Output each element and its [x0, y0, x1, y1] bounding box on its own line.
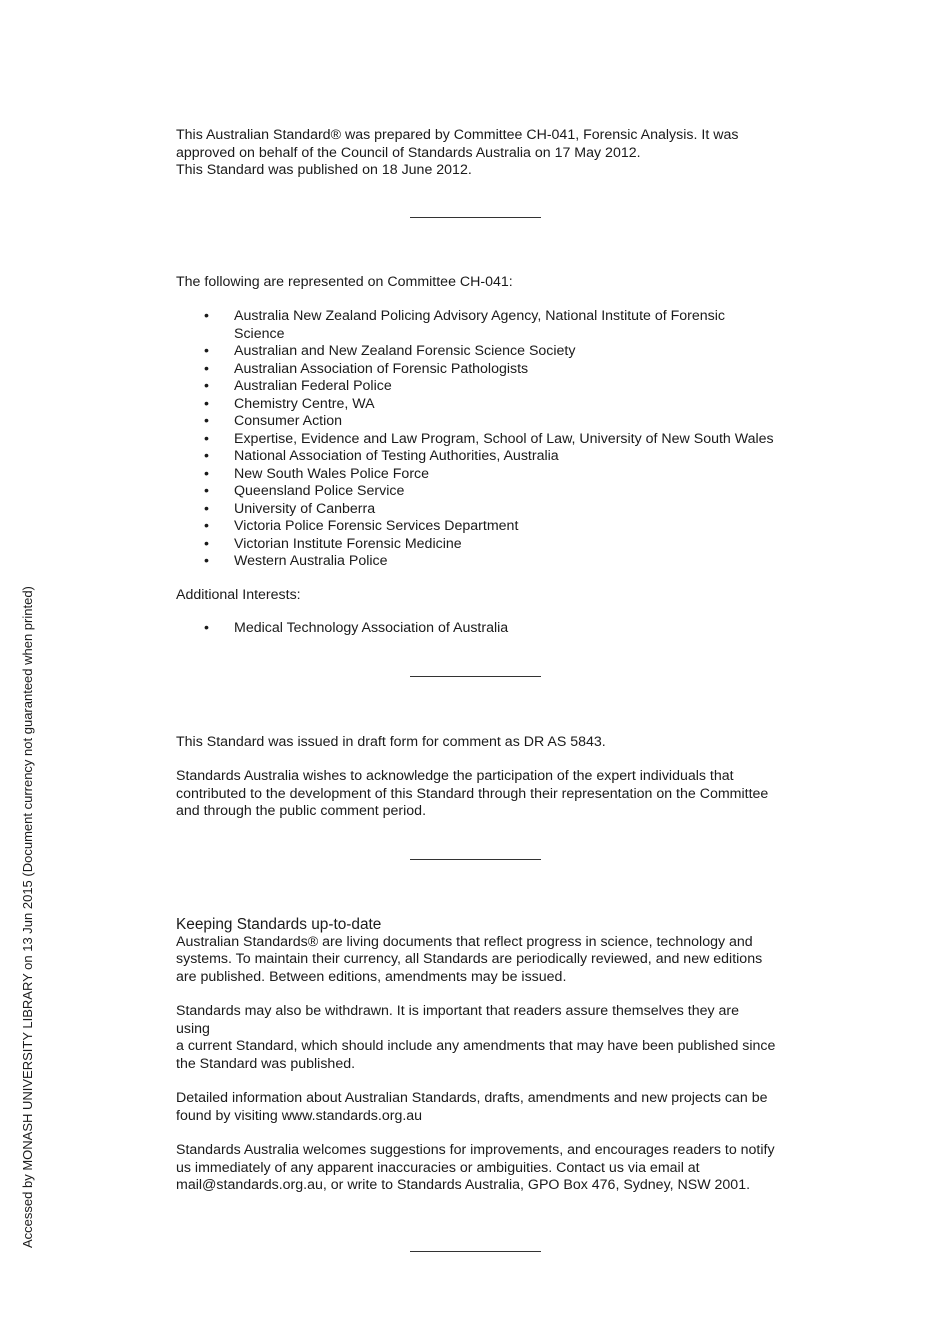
paragraph-line [176, 1177, 776, 1195]
list-item: • Consumer Action [176, 413, 776, 431]
paragraph-text: , or write to Standards Australia, GPO Box 476, Sydney, NSW 2001. [322, 1177, 751, 1193]
acknowledgement-paragraph [176, 768, 776, 821]
paragraph-line: and through the public comment period. [176, 803, 427, 819]
section-divider [410, 217, 541, 218]
preface [176, 127, 776, 180]
access-watermark: Accessed by MONASH UNIVERSITY LIBRARY on 13 Jun 2015 (Document currency not guaranteed when printed) [20, 586, 35, 1248]
paragraph-text: found by visiting [176, 1107, 282, 1124]
section-divider [410, 676, 541, 677]
paragraph-line: systems. To maintain their currency, all Standards are periodically reviewed, and new editions [176, 951, 763, 967]
paragraph-line: us immediately of any apparent inaccuracies or ambiguities. Contact us via email at [176, 1159, 700, 1176]
preface-line: This Australian Standard® was prepared by Committee CH-041, Forensic Analysis. It was [176, 127, 739, 143]
list-item: • Australian Federal Police [176, 378, 776, 396]
additional-interests-label: Additional Interests: [176, 586, 301, 603]
preface-line: This Standard was published on 18 June 2012. [176, 162, 472, 178]
list-item: • Victorian Institute Forensic Medicine [176, 536, 776, 554]
list-item: • Chemistry Centre, WA [176, 396, 776, 414]
list-item: • Australian Association of Forensic Pathologists [176, 361, 776, 379]
list-item: • Queensland Police Service [176, 483, 776, 501]
section-divider [410, 859, 541, 860]
list-item: • Australia New Zealand Policing Advisory Agency, National Institute of Forensic Science [176, 308, 776, 343]
paragraph-line: a current Standard, which should include any amendments that may have been published since [176, 1038, 776, 1054]
withdrawn-paragraph [176, 1003, 776, 1073]
committee-member-list [176, 308, 776, 571]
section-heading: Keeping Standards up-to-date [176, 915, 382, 933]
list-item: • Australian and New Zealand Forensic Science Society [176, 343, 776, 361]
list-item: • Victoria Police Forensic Services Department [176, 518, 776, 536]
feedback-paragraph [176, 1142, 776, 1195]
detailed-information-paragraph [176, 1090, 776, 1125]
paragraph-line: Detailed information about Australian Standards, drafts, amendments and new projects can be [176, 1090, 768, 1106]
paragraph-line [176, 1108, 776, 1126]
list-item: • National Association of Testing Authorities, Australia [176, 448, 776, 466]
preface-line: approved on behalf of the Council of Standards Australia on 17 May 2012. [176, 144, 641, 161]
paragraph-line: Standards Australia wishes to acknowledge the participation of the expert individuals that [176, 768, 734, 784]
paragraph-line: Standards Australia welcomes suggestions for improvements, and encourages readers to notify [176, 1142, 775, 1158]
website-link[interactable]: www.standards.org.au [281, 1107, 423, 1124]
paragraph-line: contributed to the development of this Standard through their representation on the Committee [176, 785, 769, 802]
list-item: • Medical Technology Association of Australia [176, 620, 776, 638]
list-item: • Western Australia Police [176, 553, 776, 571]
paragraph-line: the Standard was published. [176, 1055, 356, 1072]
list-item: • University of Canberra [176, 501, 776, 519]
paragraph-line: Standards may also be withdrawn. It is important that readers assure themselves they are using [176, 1003, 740, 1037]
list-item: • New South Wales Police Force [176, 466, 776, 484]
document-body [176, 127, 776, 1252]
section-divider [410, 1251, 541, 1252]
draft-issued-text: This Standard was issued in draft form for comment as DR AS 5843. [176, 733, 606, 750]
paragraph-line: are published. Between editions, amendments may be issued. [176, 968, 567, 985]
additional-interests-list [176, 620, 776, 638]
email-link[interactable]: mail@standards.org.au [176, 1177, 323, 1193]
paragraph-line: Australian Standards® are living documents that reflect progress in science, technology and [176, 933, 753, 950]
living-documents-paragraph [176, 934, 776, 987]
committee-intro: The following are represented on Committee CH-041: [176, 273, 513, 290]
list-item: • Expertise, Evidence and Law Program, School of Law, University of New South Wales [176, 431, 776, 449]
